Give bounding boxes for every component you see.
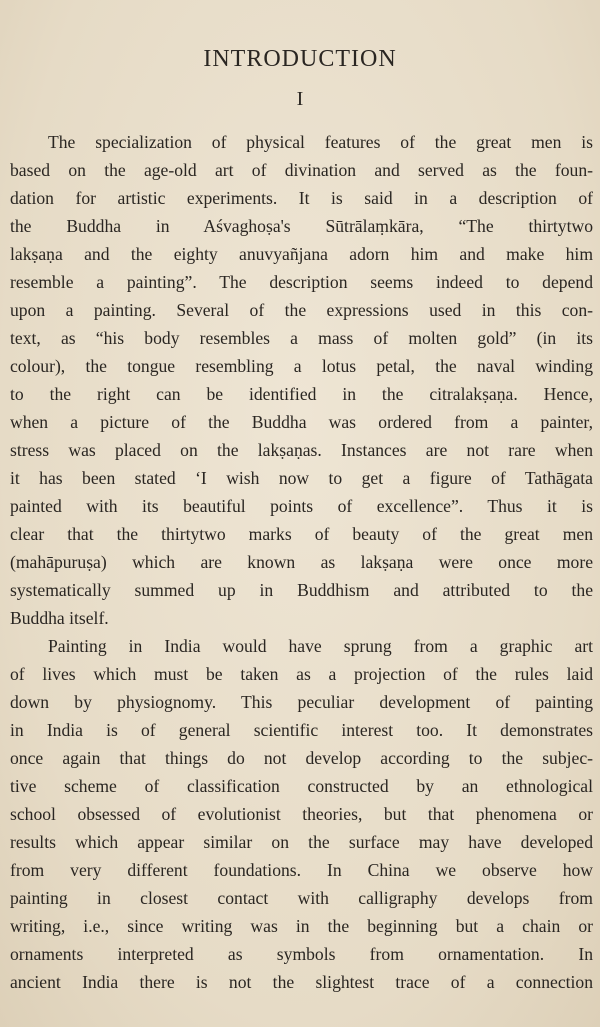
text-line: painted with its beautiful points of excellence”. Thus it is <box>10 496 593 516</box>
text-line: upon a painting. Several of the expressions used in this con- <box>10 300 593 320</box>
text-line: it has been stated ‘I wish now to get a figure of Tathāgata <box>10 468 593 488</box>
text-line: Buddha itself. <box>10 608 109 628</box>
text-line: resemble a painting”. The description seems indeed to depend <box>10 272 593 292</box>
text-line: colour), the tongue resembling a lotus petal, the naval winding <box>10 356 593 376</box>
text-line: clear that the thirtytwo marks of beauty of the great men <box>10 524 593 544</box>
text-line: based on the age-old art of divination and served as the foun- <box>10 160 593 180</box>
text-line: lakṣaṇa and the eighty anuvyañjana adorn him and make him <box>10 244 593 264</box>
text-line: Painting in India would have sprung from a graphic art <box>48 636 593 656</box>
text-line: text, as “his body resembles a mass of molten gold” (in its <box>10 328 593 348</box>
text-line: of lives which must be taken as a projection of the rules laid <box>10 664 593 684</box>
text-line: once again that things do not develop according to the subjec- <box>10 748 593 768</box>
text-line: stress was placed on the lakṣaṇas. Instances are not rare when <box>10 440 593 460</box>
text-line: dation for artistic experiments. It is said in a description of <box>10 188 593 208</box>
text-line: when a picture of the Buddha was ordered from a painter, <box>10 412 593 432</box>
text-line: painting in closest contact with calligraphy develops from <box>10 888 593 908</box>
page-title: INTRODUCTION <box>203 46 397 72</box>
text-line: ancient India there is not the slightest trace of a connection <box>10 972 593 992</box>
text-line: school obsessed of evolutionist theories, but that phenomena or <box>10 804 593 824</box>
text-line: The specialization of physical features of the great men is <box>48 132 593 152</box>
text-line: to the right can be identified in the citralakṣaṇa. Hence, <box>10 384 593 404</box>
text-line: ornaments interpreted as symbols from ornamentation. In <box>10 944 593 964</box>
text-line: (mahāpuruṣa) which are known as lakṣaṇa were once more <box>10 552 593 572</box>
text-line: results which appear similar on the surface may have developed <box>10 832 593 852</box>
text-line: systematically summed up in Buddhism and attributed to the <box>10 580 593 600</box>
text-line: writing, i.e., since writing was in the beginning but a chain or <box>10 916 593 936</box>
text-line: down by physiognomy. This peculiar development of painting <box>10 692 593 712</box>
section-number: I <box>296 88 304 110</box>
text-line: the Buddha in Aśvaghoṣa's Sūtrālaṃkāra, “The thirtytwo <box>10 216 593 236</box>
text-line: from very different foundations. In China we observe how <box>10 860 593 880</box>
text-line: in India is of general scientific interest too. It demonstrates <box>10 720 593 740</box>
text-line: tive scheme of classification constructed by an ethnological <box>10 776 593 796</box>
